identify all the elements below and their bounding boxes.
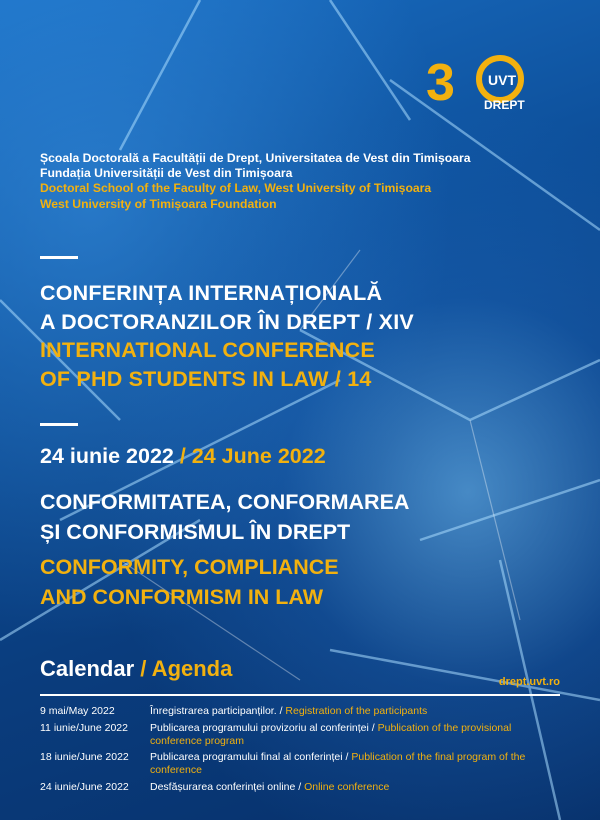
calendar-heading-ro: Calendar [40, 656, 135, 681]
institutions-block [40, 151, 471, 212]
conference-title-ro-1: CONFERINȚA INTERNAȚIONALĂ [40, 281, 383, 305]
conference-title-en-1: INTERNATIONAL CONFERENCE [40, 338, 375, 362]
agenda-item [40, 751, 560, 777]
agenda-item [40, 722, 560, 748]
divider-rule-middle [40, 423, 78, 426]
institution-ro-1: Școala Doctorală a Facultății de Drept, Universitatea de Vest din Timișoara [40, 151, 471, 165]
theme-ro-2: ȘI CONFORMISMUL ÎN DREPT [40, 519, 351, 544]
agenda-date: 24 iunie/June 2022 [40, 780, 129, 793]
calendar-divider [40, 694, 560, 696]
conference-date [40, 444, 326, 469]
agenda-description: Desfășurarea conferinței online / Online conference [150, 780, 390, 793]
agenda-description: Înregistrarea participanților. / Registration of the participants [150, 705, 428, 717]
conference-title-en-2: OF PHD STUDENTS IN LAW / 14 [40, 366, 372, 391]
conference-title-ro-2: A DOCTORANZILOR ÎN DREPT / XIV [40, 309, 414, 334]
institution-en-2: West University of Timișoara Foundation [40, 196, 277, 211]
agenda-description: Publicarea programului final al conferinței / Publication of the final program of the conference [150, 751, 526, 776]
agenda-item [40, 781, 560, 794]
theme-en-2: AND CONFORMISM IN LAW [40, 584, 324, 609]
agenda-date: 9 mai/May 2022 [40, 705, 115, 717]
svg-text:UVT: UVT [488, 72, 516, 88]
agenda-list [40, 705, 560, 797]
calendar-heading-en: / Agenda [134, 656, 233, 681]
institution-ro-2: Fundația Universității de Vest din Timișoara [40, 166, 293, 181]
conference-title [40, 279, 414, 393]
svg-text:3: 3 [426, 54, 455, 112]
calendar-heading [40, 656, 232, 682]
conference-theme [40, 488, 409, 612]
theme-ro-1: CONFORMITATEA, CONFORMAREA [40, 490, 410, 514]
date-ro: 24 iunie 2022 [40, 444, 174, 468]
agenda-date: 18 iunie/June 2022 [40, 751, 129, 763]
divider-rule-top [40, 256, 78, 259]
agenda-date: 11 iunie/June 2022 [40, 721, 128, 734]
institution-en-1: Doctoral School of the Faculty of Law, West University of Timișoara [40, 181, 432, 196]
logo-label: DREPT [484, 98, 525, 112]
theme-en-1: CONFORMITY, COMPLIANCE [40, 555, 339, 579]
date-en: 24 June 2022 [191, 444, 326, 468]
agenda-description: Publicarea programului provizoriu al conferinței / Publication of the provisional conference program [150, 721, 512, 747]
date-separator: / [173, 444, 192, 468]
faculty-logo [426, 50, 551, 112]
website-link[interactable]: drept.uvt.ro [498, 676, 560, 688]
agenda-item [40, 705, 560, 718]
